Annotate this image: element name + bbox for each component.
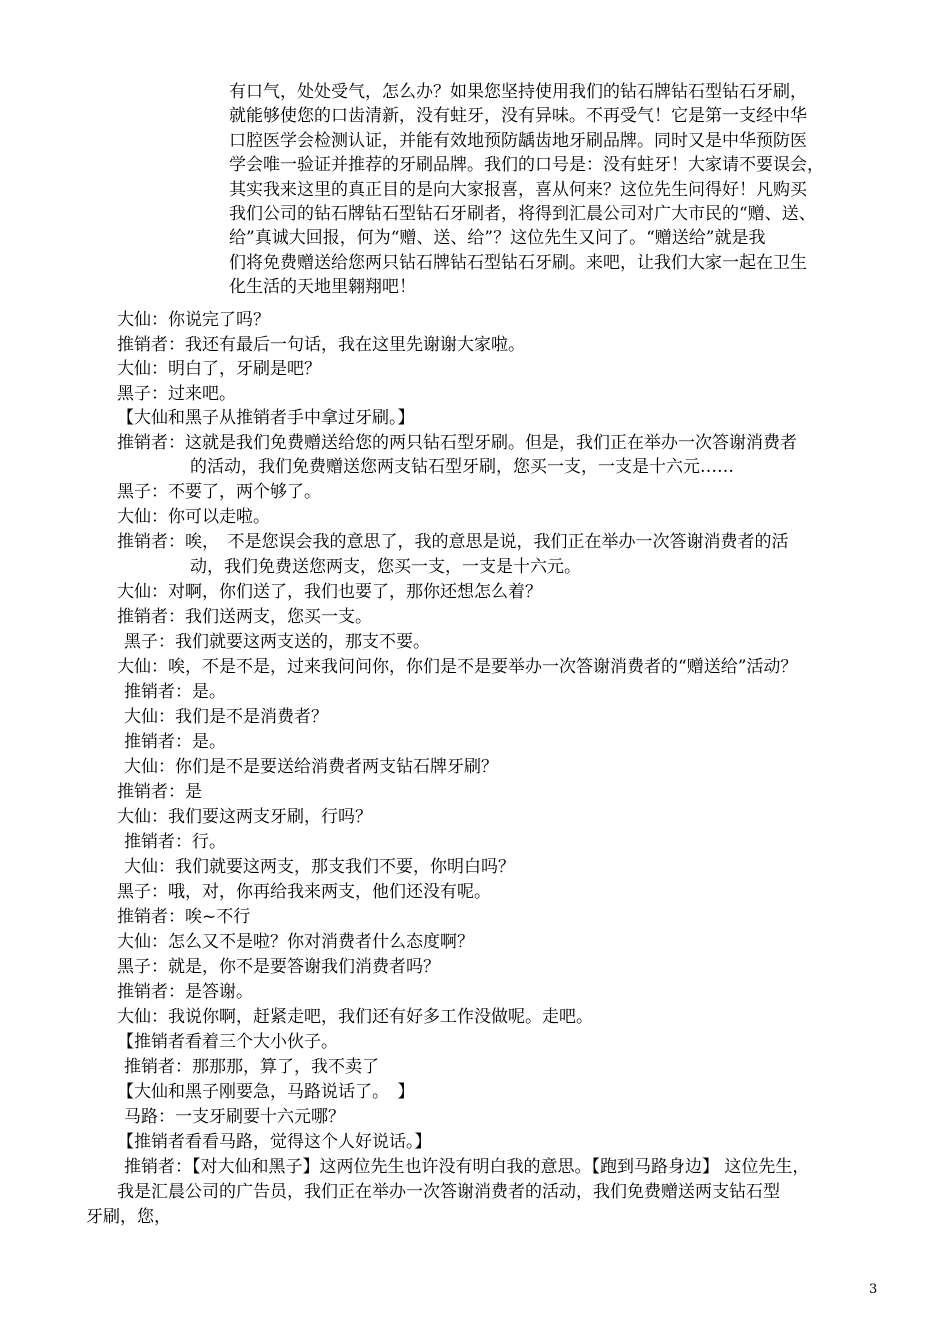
- dialogue-line: 推销者：那那那，算了，我不卖了: [124, 1057, 379, 1077]
- dialogue-continuation: 动，我们免费送您两支，您买一支，一支是十六元。: [190, 557, 581, 577]
- dialogue-continuation: 的活动，我们免费赠送您两支钻石型牙刷，您买一支，一支是十六元……: [190, 457, 734, 477]
- dialogue-line: 大仙：我们要这两支牙刷，行吗？: [117, 807, 372, 827]
- dialogue-line: 大仙：唉，不是不是，过来我问问你，你们是不是要举办一次答谢消费者的“赠送给”活动？: [117, 657, 798, 677]
- dialogue-line: 大仙：明白了，牙刷是吧？: [117, 359, 321, 379]
- dialogue-continuation: 我是汇晨公司的广告员，我们正在举办一次答谢消费者的活动，我们免费赠送两支钻石型: [117, 1182, 780, 1202]
- dialogue-line: 黑子：就是，你不是要答谢我们消费者吗？: [117, 957, 440, 977]
- dialogue-line: 推销者：这就是我们免费赠送给您的两只钻石型牙刷。但是，我们正在举办一次答谢消费者: [117, 433, 797, 453]
- dialogue-line: 推销者：我还有最后一句话，我在这里先谢谢大家啦。: [117, 335, 525, 355]
- dialogue-line: 推销者：是: [117, 782, 202, 802]
- dialogue-line: 推销者：唉~不行: [117, 907, 251, 927]
- dialogue-line: 推销者：【对大仙和黑子】这两位先生也许没有明白我的意思。【跑到马路身边】 这位先生，: [124, 1157, 810, 1177]
- dialogue-line: 推销者：我们送两支，您买一支。: [117, 607, 372, 627]
- dialogue-line: 大仙：你可以走啦。: [117, 507, 270, 527]
- paragraph-line: 有口气，处处受气，怎么办？如果您坚持使用我们的钻石牌钻石型钻石牙刷，: [229, 82, 807, 102]
- stage-direction: 【大仙和黑子刚要急，马路说话了。 】: [117, 1082, 415, 1102]
- dialogue-line: 黑子：不要了，两个够了。: [117, 482, 321, 502]
- dialogue-line: 黑子：过来吧。: [117, 384, 236, 404]
- dialogue-line: 推销者：唉， 不是您误会我的意思了，我的意思是说，我们正在举办一次答谢消费者的活: [117, 532, 789, 552]
- dialogue-line: 黑子：哦，对，你再给我来两支，他们还没有呢。: [117, 882, 491, 902]
- stage-direction: 【推销者看着三个大小伙子。: [117, 1032, 338, 1052]
- stage-direction: 【推销者看看马路，觉得这个人好说话。】: [117, 1132, 432, 1152]
- paragraph-line: 学会唯一验证并推荐的牙刷品牌。我们的口号是：没有蛀牙！大家请不要误会，: [229, 155, 824, 176]
- stage-direction: 【大仙和黑子从推销者手中拿过牙刷。】: [117, 408, 415, 428]
- dialogue-line: 大仙：怎么又不是啦？你对消费者什么态度啊？: [117, 932, 474, 952]
- dialogue-line: 黑子：我们就要这两支送的，那支不要。: [124, 632, 430, 652]
- paragraph-line: 我们公司的钻石牌钻石型钻石牙刷者，将得到汇晨公司对广大市民的“赠、送、: [229, 204, 816, 225]
- page-number: 3: [869, 1282, 878, 1297]
- dialogue-line: 推销者：是。: [124, 682, 226, 702]
- dialogue-line: 大仙：我们是不是消费者？: [124, 707, 328, 727]
- salesman-speech-paragraph: [229, 80, 881, 300]
- paragraph-line: 口腔医学会检测认证，并能有效地预防龋齿地牙刷品牌。同时又是中华预防医: [229, 130, 807, 151]
- paragraph-line: 化生活的天地里翱翔吧！: [229, 277, 416, 298]
- dialogue-line: 大仙：你们是不是要送给消费者两支钻石牌牙刷？: [124, 757, 498, 777]
- dialogue-continuation: 牙刷，您，: [86, 1207, 171, 1227]
- paragraph-line: 给”真诚大回报，何为“赠、送、给”？这位先生又问了。“赠送给”就是我: [229, 228, 766, 249]
- paragraph-line: 就能够使您的口齿清新，没有蛀牙，没有异味。不再受气！它是第一支经中华: [229, 106, 807, 127]
- dialogue-line: 推销者：是。: [124, 732, 226, 752]
- dialogue-line: 大仙：你说完了吗？: [117, 310, 270, 330]
- dialogue-line: 大仙：我说你啊，赶紧走吧，我们还有好多工作没做呢。走吧。: [117, 1007, 593, 1027]
- dialogue-line: 推销者：是答谢。: [117, 982, 253, 1002]
- dialogue-line: 马路：一支牙刷要十六元哪？: [124, 1107, 345, 1127]
- dialogue-line: 大仙：我们就要这两支，那支我们不要，你明白吗？: [124, 857, 515, 877]
- dialogue-line: 推销者：行。: [124, 832, 226, 852]
- paragraph-line: 其实我来这里的真正目的是向大家报喜，喜从何来？这位先生问得好！凡购买: [229, 179, 807, 200]
- dialogue-line: 大仙：对啊，你们送了，我们也要了，那你还想怎么着？: [117, 582, 542, 602]
- paragraph-line: 们将免费赠送给您两只钻石牌钻石型钻石牙刷。来吧，让我们大家一起在卫生: [229, 252, 807, 273]
